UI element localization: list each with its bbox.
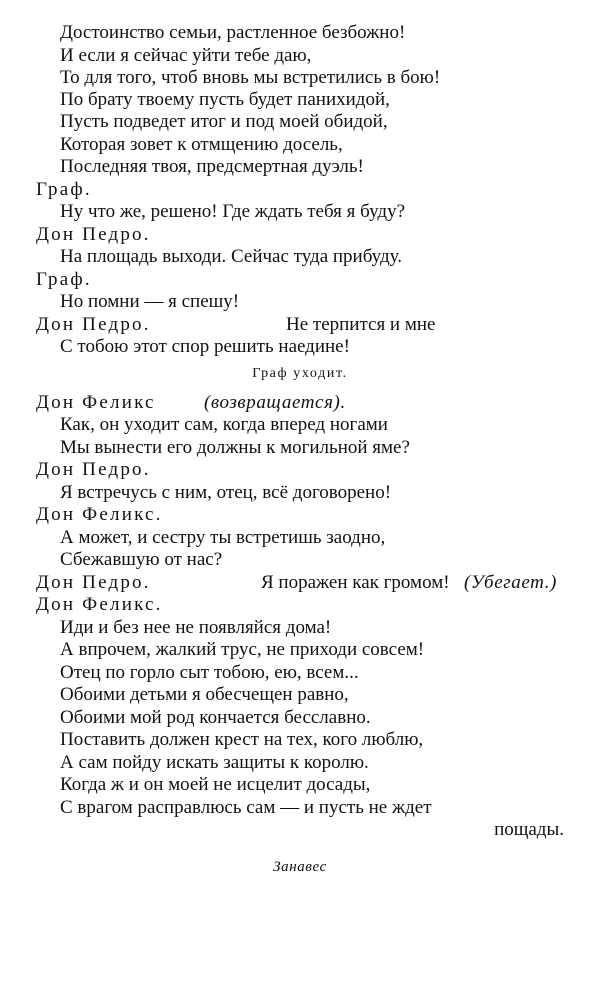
verse-line: Я поражен как громом! xyxy=(261,572,450,593)
speaker-don-pedro: Дон Педро. xyxy=(36,572,151,593)
verse-line: Последняя твоя, предсмертная дуэль! xyxy=(60,156,364,177)
verse-line: Но помни — я спешу! xyxy=(60,291,240,312)
verse-line: Обоими детьми я обесчещен равно, xyxy=(60,684,349,705)
curtain-direction: Занавес xyxy=(273,859,327,875)
verse-line-continuation: пощады. xyxy=(494,819,564,840)
verse-line: Обоими мой род кончается бесславно. xyxy=(60,707,371,728)
verse-line: То для того, чтоб вновь мы встретились в бою! xyxy=(60,67,441,88)
stage-direction: (возвращается). xyxy=(204,392,346,413)
speaker-don-pedro: Дон Педро. xyxy=(36,314,151,335)
speaker-graf: Граф. xyxy=(36,179,92,200)
stage-direction: (Убегает.) xyxy=(464,572,557,593)
verse-line: Сбежавшую от нас? xyxy=(60,549,223,570)
verse-line: На площадь выходи. Сейчас туда прибуду. xyxy=(60,246,402,267)
speaker-don-feliks: Дон Феликс xyxy=(36,392,156,413)
verse-line: Мы вынести его должны к могильной яме? xyxy=(60,437,410,458)
verse-line: А может, и сестру ты встретишь заодно, xyxy=(60,527,386,548)
speaker-graf: Граф. xyxy=(36,269,92,290)
speaker-don-feliks: Дон Феликс. xyxy=(36,594,163,615)
verse-line: С врагом расправлюсь сам — и пусть не ждет xyxy=(60,797,432,818)
speaker-don-feliks: Дон Феликс. xyxy=(36,504,163,525)
verse-line: Поставить должен крест на тех, кого люблю, xyxy=(60,729,424,750)
verse-line: Я встречусь с ним, отец, всё договорено! xyxy=(60,482,392,503)
verse-line: По брату твоему пусть будет панихидой, xyxy=(60,89,390,110)
verse-line: А впрочем, жалкий трус, не приходи совсем! xyxy=(60,639,425,660)
verse-line: Отец по горло сыт тобою, ею, всем... xyxy=(60,662,359,683)
verse-line: Иди и без нее не появляйся дома! xyxy=(60,617,332,638)
speaker-don-pedro: Дон Педро. xyxy=(36,459,151,480)
verse-line: И если я сейчас уйти тебе даю, xyxy=(60,45,312,66)
verse-line: Когда ж и он моей не исцелит досады, xyxy=(60,774,371,795)
verse-line: Достоинство семьи, растленное безбожно! xyxy=(60,22,406,43)
verse-line: Как, он уходит сам, когда вперед ногами xyxy=(60,414,388,435)
verse-line: Не терпится и мне xyxy=(286,314,436,335)
verse-line: Которая зовет к отмщению досель, xyxy=(60,134,343,155)
speaker-don-pedro: Дон Педро. xyxy=(36,224,151,245)
stage-direction: Граф уходит. xyxy=(252,366,348,381)
verse-line: Ну что же, решено! Где ждать тебя я буду? xyxy=(60,201,405,222)
verse-line: А сам пойду искать защиты к королю. xyxy=(60,752,369,773)
verse-line: Пусть подведет итог и под моей обидой, xyxy=(60,111,388,132)
verse-line: С тобою этот спор решить наедине! xyxy=(60,336,350,357)
